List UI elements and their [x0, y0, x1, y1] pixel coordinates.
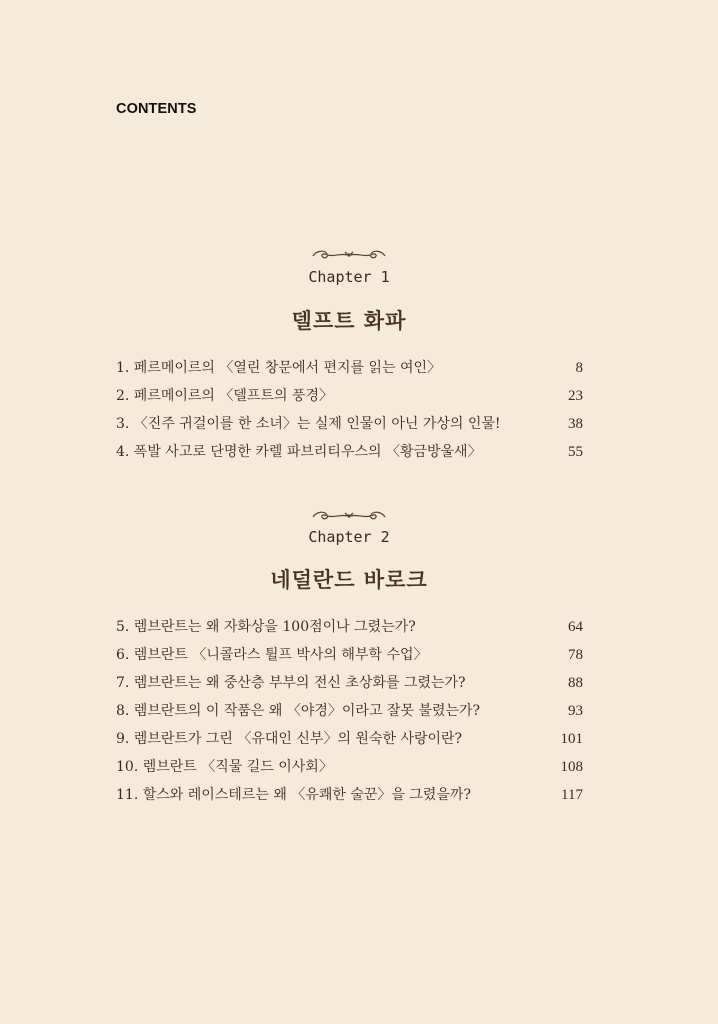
toc-list-chapter-1	[116, 354, 583, 466]
toc-item[interactable]	[116, 641, 583, 669]
ornamental-flourish-icon	[309, 509, 389, 523]
toc-list-chapter-2	[116, 613, 583, 809]
toc-item-page: 64	[568, 619, 583, 635]
toc-item-title: 3. 〈진주 귀걸이를 한 소녀〉는 실제 인물이 아닌 가상의 인물!	[116, 416, 501, 432]
toc-item-page: 23	[568, 388, 583, 404]
toc-item-title: 6. 렘브란트 〈니콜라스 튈프 박사의 해부학 수업〉	[116, 647, 428, 663]
chapter-title: 델프트 화파	[291, 309, 407, 333]
toc-item[interactable]	[116, 725, 583, 753]
toc-item[interactable]	[116, 781, 583, 809]
toc-item-title: 4. 폭발 사고로 단명한 카렐 파브리티우스의 〈황금방울새〉	[116, 444, 482, 460]
toc-item-page: 108	[560, 759, 583, 775]
toc-item-page: 8	[575, 360, 583, 376]
toc-item-page: 78	[568, 647, 583, 663]
toc-item[interactable]	[116, 438, 583, 466]
contents-heading: CONTENTS	[116, 101, 197, 117]
toc-item[interactable]	[116, 354, 583, 382]
toc-item-page: 38	[568, 416, 583, 432]
chapter-title: 네덜란드 바로크	[270, 568, 428, 592]
toc-item[interactable]	[116, 613, 583, 641]
chapter-label: Chapter 2	[308, 528, 390, 546]
toc-item-title: 5. 렘브란트는 왜 자화상을 100점이나 그렸는가?	[116, 619, 416, 635]
toc-item[interactable]	[116, 697, 583, 725]
toc-item-page: 88	[568, 675, 583, 691]
toc-item-title: 7. 렘브란트는 왜 중산층 부부의 전신 초상화를 그렸는가?	[116, 675, 466, 691]
toc-item-title: 8. 렘브란트의 이 작품은 왜 〈야경〉이라고 잘못 불렸는가?	[116, 703, 481, 719]
toc-item[interactable]	[116, 410, 583, 438]
toc-item-page: 101	[560, 731, 583, 747]
toc-item-title: 10. 렘브란트 〈직물 길드 이사회〉	[116, 759, 333, 775]
ornamental-flourish-icon	[309, 248, 389, 262]
toc-item[interactable]	[116, 753, 583, 781]
toc-item-title: 11. 할스와 레이스테르는 왜 〈유쾌한 술꾼〉을 그렸을까?	[116, 787, 471, 803]
toc-item-page: 55	[568, 444, 583, 460]
toc-item[interactable]	[116, 382, 583, 410]
toc-item-title: 2. 페르메이르의 〈델프트의 풍경〉	[116, 388, 333, 404]
toc-item-title: 1. 페르메이르의 〈열린 창문에서 편지를 읽는 여인〉	[116, 360, 442, 376]
toc-item-title: 9. 렘브란트가 그린 〈유대인 신부〉의 원숙한 사랑이란?	[116, 731, 463, 747]
chapter-label: Chapter 1	[308, 268, 390, 286]
toc-item-page: 117	[561, 787, 583, 803]
toc-item-page: 93	[568, 703, 583, 719]
toc-item[interactable]	[116, 669, 583, 697]
